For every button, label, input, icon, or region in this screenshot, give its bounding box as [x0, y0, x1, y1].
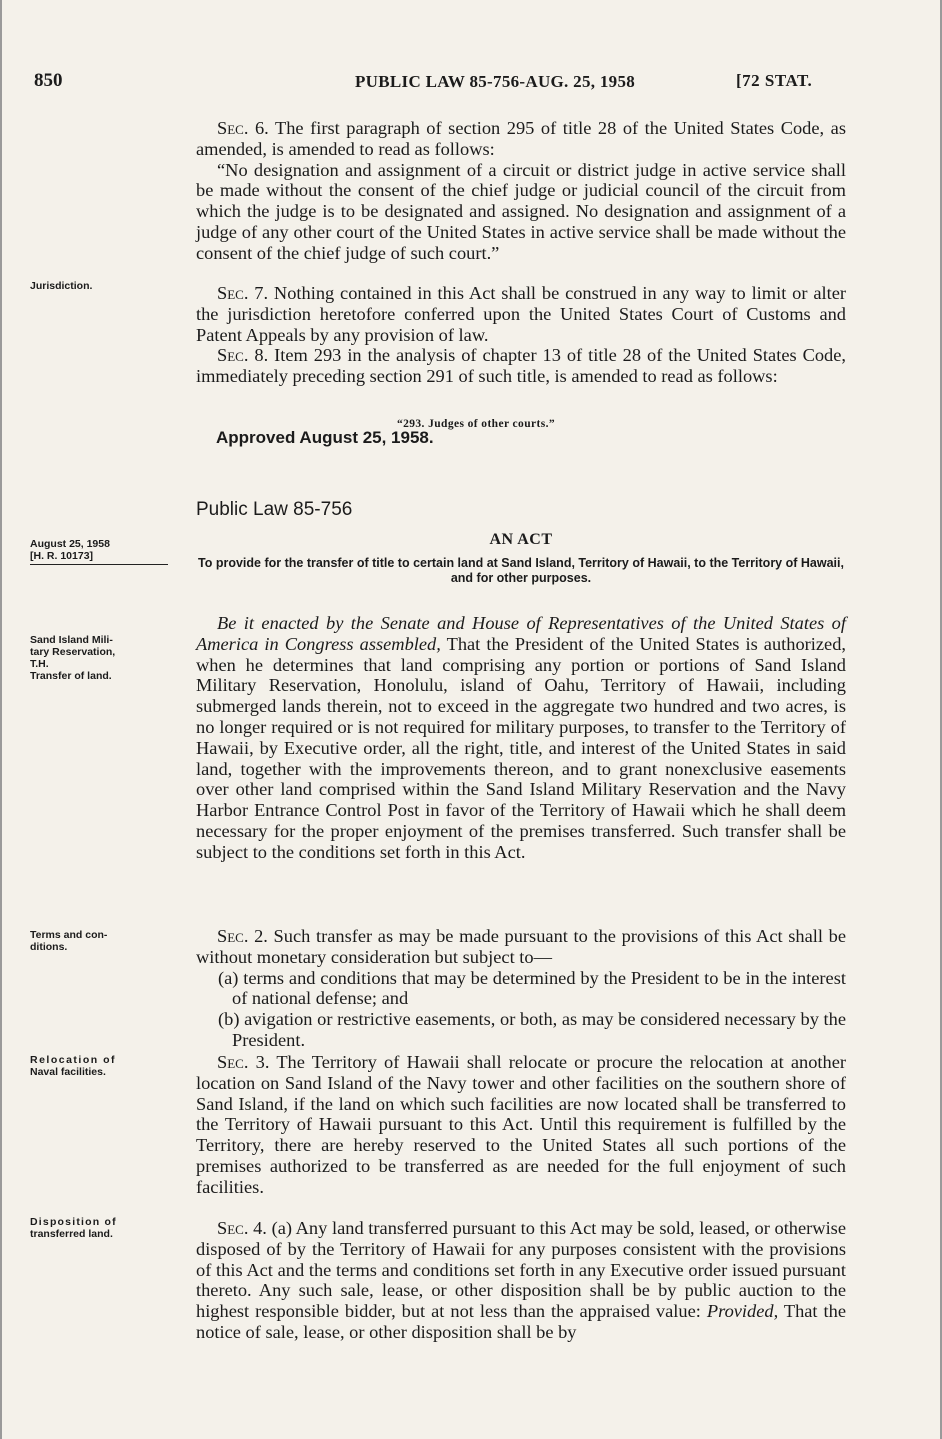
- sec2-block: [196, 926, 846, 1051]
- margin-note-terms: Terms and con- ditions.: [30, 929, 108, 953]
- volume-reference: [72 STAT.: [736, 71, 813, 90]
- sec6-quote: “No designation and assignment of a circuit or district judge in active service shall be made without the consent of the chief judge or judicial council of the circuit from which the judge is to be designated and assigned. No designation and assignment of a judge of any other court of the United States in active service shall be made without the consent of the chief judge of such court.”: [196, 159, 846, 263]
- margin-note-date: [30, 538, 188, 565]
- sec8-item: “293. Judges of other courts.”: [396, 418, 556, 430]
- sec4-block: [196, 1218, 846, 1343]
- sec1-block: [196, 613, 846, 863]
- margin-note-sand-island: Sand Island Mili- tary Reservation, T.H. Transfer of land.: [30, 634, 116, 682]
- sec8-paragraph: Sec. 8. Item 293 in the analysis of chapter 13 of title 28 of the United States Code, immediately preceding section 291 of such title, is amended to read as follows:: [196, 345, 847, 386]
- enacting-clause: Be it enacted by the Senate and House of Representatives of the United States of America in Congress assembled,: [196, 613, 846, 654]
- sec2-paragraph: Sec. 2. Such transfer as may be made pursuant to the provisions of this Act shall be without monetary consideration but subject to—: [196, 926, 846, 967]
- running-title: PUBLIC LAW 85-756-AUG. 25, 1958: [355, 72, 636, 91]
- act-title: To provide for the transfer of title to certain land at Sand Island, Territory of Hawaii, to the Territory of Hawaii, and for other purposes.: [198, 556, 844, 585]
- margin-note-relocation: Relocation of Naval facilities.: [30, 1054, 117, 1078]
- sec1-paragraph: Be it enacted by the Senate and House of Representatives of the United States of America in Congress assembled, That the President of the United States is authorized, when he determines that land comprising any portion or portions of Sand Island Military Reservation, Honolulu, island of Oahu, Territory of Hawaii, including submerged lands therein, not to exceed in the aggregate two hundred and two acres, is no longer required or is not required for military purposes, to transfer to the Territory of Hawaii, by Executive order, all the right, title, and interest of the United States in said land, together with the improvements thereon, and to grant nonexclusive easements over other land comprised within the Sand Island Military Reservation and the Navy Harbor Entrance Control Post in favor of the Territory of Hawaii which he shall deem necessary for the proper enjoyment of the premises transferred. Such transfer shall be subject to the conditions set forth in this Act.: [196, 613, 847, 862]
- margin-note-disposition: Disposition of transferred land.: [30, 1216, 117, 1240]
- page-header: [0, 64, 942, 94]
- scan-edge-left: [0, 0, 2, 1439]
- approved-line: Approved August 25, 1958.: [216, 428, 434, 447]
- sec6-paragraph: Sec. 6. The first paragraph of section 295 of title 28 of the United States Code, as amended, is amended to read as follows:: [196, 118, 846, 159]
- sec6-block: [196, 118, 846, 264]
- an-act-heading: AN ACT: [489, 531, 553, 548]
- sec8-block: [196, 345, 846, 387]
- sec3-paragraph: Sec. 3. The Territory of Hawaii shall relocate or procure the relocation at another location on Sand Island of the Navy tower and other facilities on the southern shore of Sand Island, if the land on which such facilities are now located shall be transferred to the Territory of Hawaii pursuant to this Act. Until this requirement is fulfilled by the Territory, there are hereby reserved to the United States all such portions of the premises authorized to be transferred as are needed for the full enjoyment of such facilities.: [196, 1052, 847, 1197]
- margin-bill: [H. R. 10173]: [30, 550, 168, 565]
- margin-date: August 25, 1958: [30, 538, 110, 550]
- sec7-block: [196, 283, 846, 345]
- provided-keyword: Provided,: [706, 1301, 779, 1322]
- sec7-paragraph: Sec. 7. Nothing contained in this Act shall be construed in any way to limit or alter the jurisdiction heretofore conferred upon the United States Court of Customs and Patent Appeals by any provision of law.: [196, 283, 846, 345]
- sec2-item-b: (b) avigation or restrictive easements, or both, as may be considered necessary by the President.: [218, 1009, 846, 1050]
- margin-note-jurisdiction: Jurisdiction.: [30, 280, 93, 292]
- sec2-item-a: (a) terms and conditions that may be determined by the President to be in the interest of national defense; and: [218, 967, 846, 1009]
- sec4-paragraph: Sec. 4. (a) Any land transferred pursuant to this Act may be sold, leased, or otherwise disposed of by the Territory of Hawaii for any purposes consistent with the provisions of this Act and the terms and conditions set forth in any Executive order issued pursuant thereto. Any such sale, lease, or other disposition shall be by public auction to the highest responsible bidder, but at not less than the appraised value: Provided, That the notice of sale, lease, or other disposition shall be by: [196, 1218, 847, 1342]
- public-law-heading: Public Law 85-756: [196, 499, 353, 520]
- sec3-block: [196, 1052, 846, 1198]
- page-number: 850: [34, 70, 63, 91]
